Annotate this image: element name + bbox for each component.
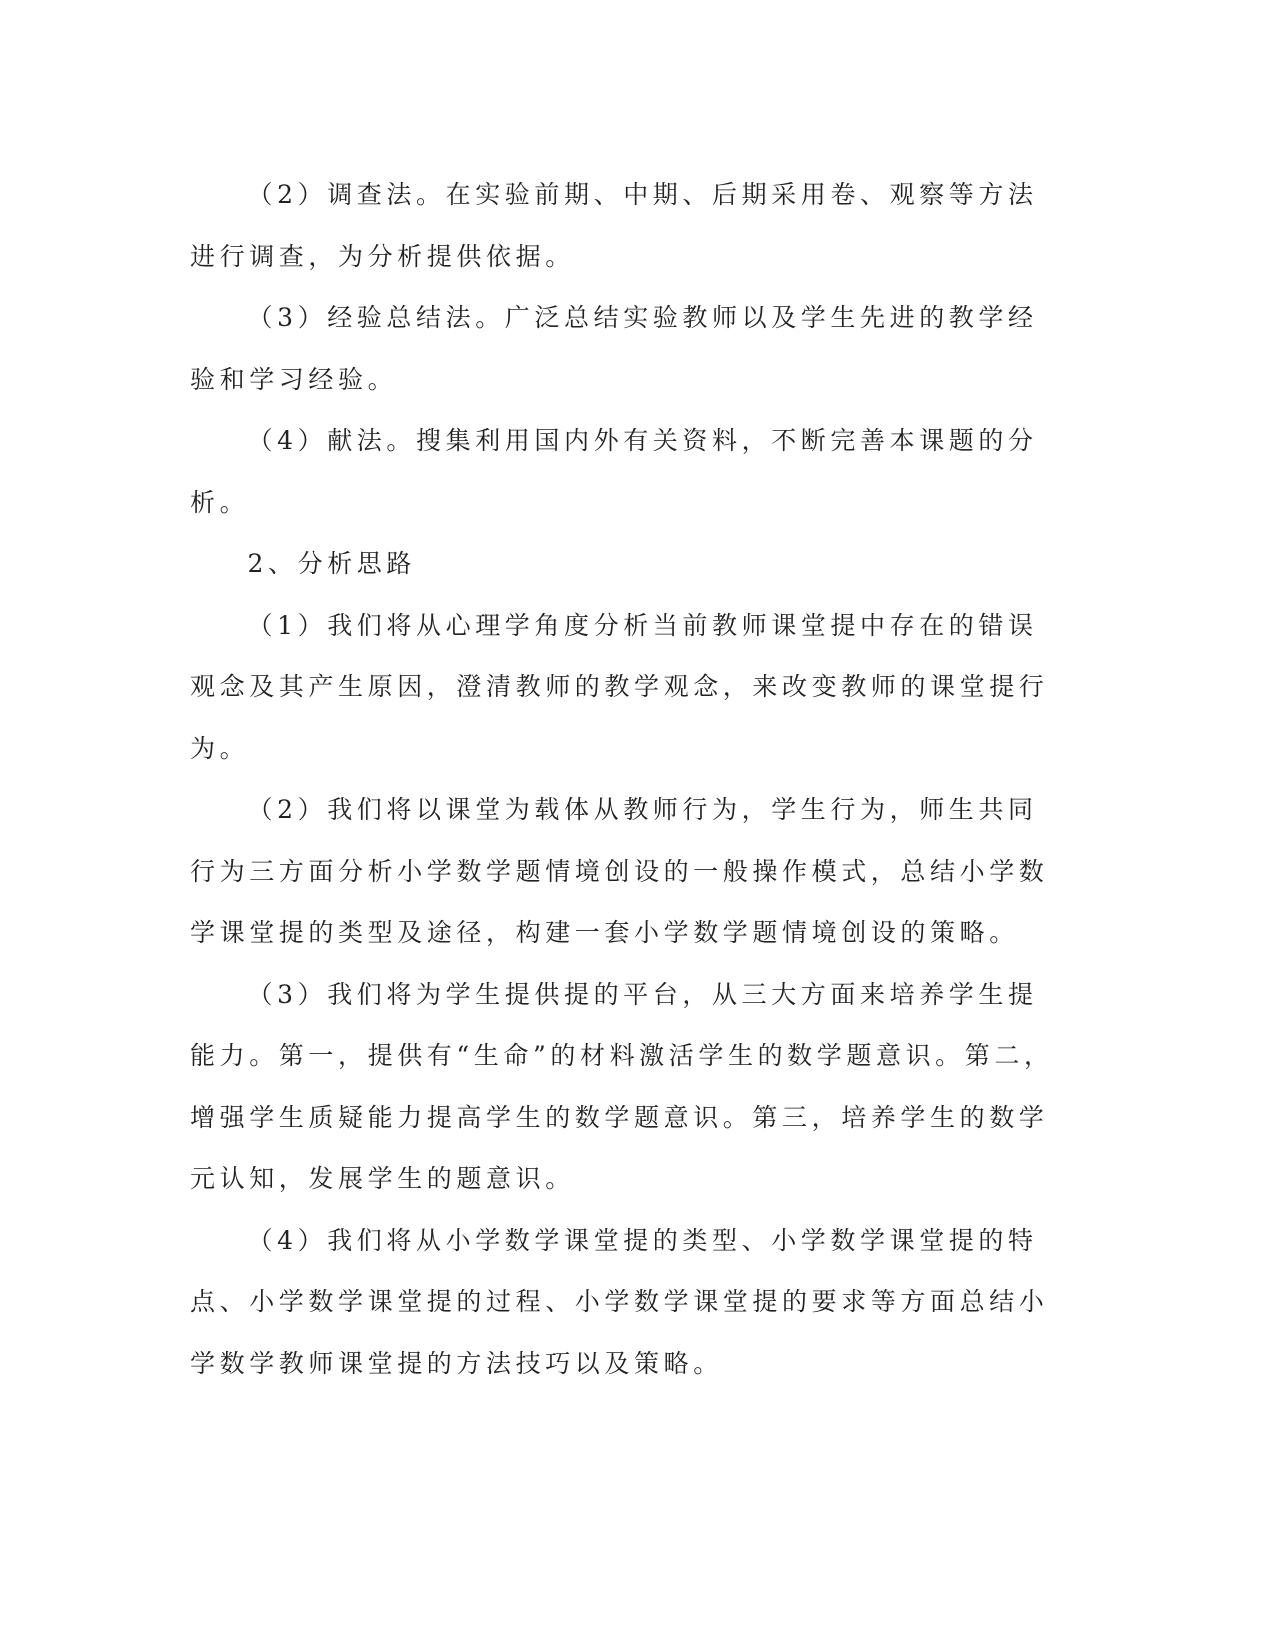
paragraph-idea-2: （2）我们将以课堂为载体从教师行为，学生行为，师生共同行为三方面分析小学数学题情境创设的一般操作模式，总结小学数学课堂提的类型及途径，构建一套小学数学题情境创设的策略。 bbox=[190, 795, 1049, 947]
section-heading-analysis-ideas: 2、分析思路 bbox=[247, 549, 417, 578]
paragraph-idea-3: （3）我们将为学生提供提的平台，从三大方面来培养学生提能力。第一，提供有“生命”的材料激活学生的数学题意识。第二，增强学生质疑能力提高学生的数学题意识。第三，培养学生的数学元认知，发展学生的题意识。 bbox=[190, 979, 1054, 1193]
paragraph-literature-method: （4）献法。搜集利用国内外有关资料，不断完善本课题的分析。 bbox=[190, 426, 1038, 517]
document-body bbox=[190, 164, 1060, 1394]
paragraph-survey-method: （2）调查法。在实验前期、中期、后期采用卷、观察等方法进行调查，为分析提供依据。 bbox=[190, 180, 1038, 271]
paragraph-idea-4: （4）我们将从小学数学课堂提的类型、小学数学课堂提的特点、小学数学课堂提的过程、小学数学课堂提的要求等方面总结小学数学教师课堂提的方法技巧以及策略。 bbox=[190, 1225, 1049, 1378]
paragraph-experience-summary-method: （3）经验总结法。广泛总结实验教师以及学生先进的教学经验和学习经验。 bbox=[190, 303, 1038, 394]
paragraph-idea-1: （1）我们将从心理学角度分析当前教师课堂提中存在的错误观念及其产生原因，澄清教师的教学观念，来改变教师的课堂提行为。 bbox=[190, 610, 1049, 763]
